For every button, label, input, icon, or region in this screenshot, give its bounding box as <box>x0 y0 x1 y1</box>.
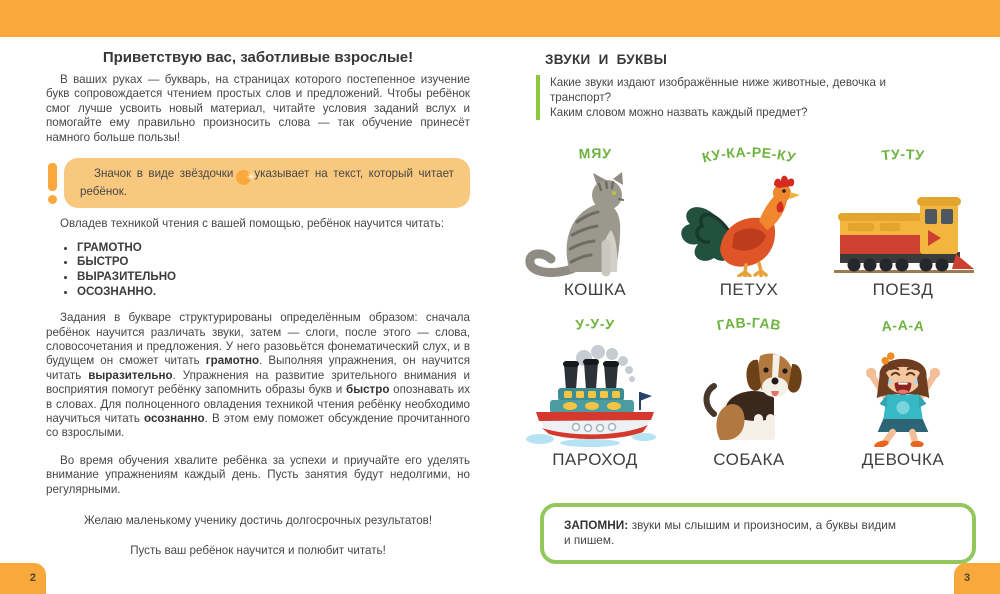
sound-arc <box>520 142 670 172</box>
sound-text: МЯУ <box>578 144 612 162</box>
note-body: звуки мы слышим и произносим, а буквы видим и пишем. <box>564 518 896 547</box>
section-heading: ЗВУКИ И БУКВЫ <box>545 52 668 67</box>
star-icon: ✳ <box>236 170 251 185</box>
object-label: ПЕТУХ <box>719 280 779 299</box>
girl-illustration <box>828 342 978 447</box>
skills-list <box>46 241 470 299</box>
paragraph-advice: Во время обучения хвалите ребёнка за успехи и приучайте его уделять внимание упражнениям каждый день. Пусть занятия будут недолгими, но регулярными. <box>46 453 470 496</box>
question-text-1: Какие звуки издают изображённые ниже животные, девочка и транспорт? <box>550 76 886 104</box>
callout-text-after: указывает на текст, который читает ребёнок. <box>80 167 454 199</box>
sound-arc <box>520 312 670 342</box>
object-label: КОШКА <box>563 280 627 299</box>
cat-illustration <box>520 172 670 277</box>
object-label: СОБАКА <box>713 450 785 469</box>
object-label: ПОЕЗД <box>872 280 934 299</box>
paragraph-structure: Задания в букваре структурированы определённым образом: сначала ребёнок научится различать звуки, затем — слоги, после этого — слова, словосочетания и предложения. У него разовьётся фонематический слух, и в будущем он сможет читать грамотно. Выполняя упражнения, он научится читать выразительно. Упражнения на развитие зрительного внимания и восприятия помогут ребёнку запомнить образы букв и быстро опознавать их в словах. Для полноценного овладения техникой чтения ребёнку необходимо научиться читать осознанно. В этом ему поможет обсуждение прочитанного со взрослыми. <box>46 311 471 440</box>
ship-illustration <box>520 342 670 447</box>
skill-item: • БЫСТРО <box>77 255 470 270</box>
exclamation-icon <box>46 158 58 208</box>
svg-text:ТУ-ТУ <box>881 146 925 163</box>
question-text-2: Каким словом можно назвать каждый предмет? <box>550 106 808 119</box>
train-illustration <box>828 172 978 277</box>
svg-text:КУ-КА-РЕ-КУ <box>701 144 798 166</box>
sound-text: КУ-КА-РЕ-КУ <box>700 143 798 166</box>
closing-wish-2: Пусть ваш ребёнок научится и полюбит читать! <box>130 543 386 557</box>
callout-text <box>80 167 454 199</box>
page-title: Приветствую вас, заботливые взрослые! <box>102 49 414 66</box>
exclamation-dot <box>48 195 57 204</box>
page-number-left: 2 <box>0 563 46 594</box>
top-orange-band <box>0 0 1000 37</box>
left-page <box>46 49 470 558</box>
sound-text: ТУ-ТУ <box>880 145 926 164</box>
cards-grid <box>520 142 982 470</box>
card-dog <box>674 312 824 470</box>
svg-text:У-У-У <box>575 316 615 333</box>
skills-intro: Овладев техникой чтения с вашей помощью, ребёнок научится читать: <box>60 217 444 231</box>
skill-item: • ГРАМОТНО <box>77 241 470 256</box>
skill-item: • ВЫРАЗИТЕЛЬНО <box>77 270 470 285</box>
card-rooster <box>674 142 824 300</box>
closing-wish-1: Желаю маленькому ученику достичь долгосрочных результатов! <box>83 514 433 528</box>
paragraph-intro: В ваших руках — букварь, на страницах которого постепенное изучение букв сопровождается чтением простых слов и предложений. Чтобы ребёнок смог лучше усвоить новый материал, читайте условия заданий вслух и помогайте ему правильно произносить слова — так обучение принесёт намного больше пользы! <box>46 73 470 144</box>
card-train <box>828 142 978 300</box>
card-girl <box>828 312 978 470</box>
sound-arc <box>828 142 978 172</box>
sound-arc <box>674 312 824 342</box>
svg-text:А-А-А <box>881 317 926 334</box>
rooster-illustration <box>674 172 824 277</box>
sound-arc <box>828 312 978 342</box>
callout-box <box>64 158 470 208</box>
sound-text: У-У-У <box>574 315 616 333</box>
remember-note <box>540 503 976 564</box>
svg-text:ГАВ-ГАВ <box>716 314 782 333</box>
callout <box>46 158 470 208</box>
svg-text:МЯУ <box>578 145 612 162</box>
skill-item: • ОСОЗНАННО. <box>77 285 470 300</box>
sound-text: ГАВ-ГАВ <box>715 314 783 334</box>
right-page <box>540 47 986 572</box>
question-block <box>536 75 886 120</box>
sound-text: А-А-А <box>880 317 926 335</box>
note-bold: ЗАПОМНИ: <box>564 518 629 532</box>
object-label: ПАРОХОД <box>552 450 638 469</box>
dog-illustration <box>674 342 824 447</box>
note-text <box>564 518 896 548</box>
page-number-right: 3 <box>954 563 1000 594</box>
card-ship <box>520 312 670 470</box>
object-label: ДЕВОЧКА <box>861 450 945 469</box>
callout-text-before: Значок в виде звёздочки <box>94 167 234 181</box>
exclamation-bar <box>48 163 57 191</box>
card-cat <box>520 142 670 300</box>
sound-arc <box>674 142 824 172</box>
